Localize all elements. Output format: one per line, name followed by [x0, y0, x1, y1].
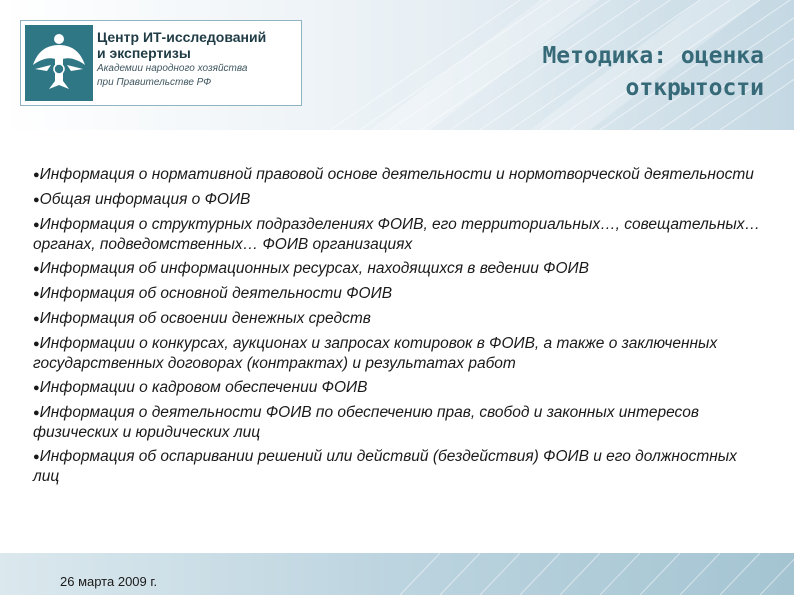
list-item — [33, 190, 763, 210]
slide-title — [404, 40, 764, 104]
eagle-emblem-icon — [25, 25, 93, 101]
bullet-icon: ● — [33, 219, 40, 231]
list-item — [33, 447, 763, 486]
list-item — [33, 165, 763, 185]
slide-title-line1: Методика: оценка — [542, 43, 764, 69]
logo-text — [97, 29, 297, 89]
list-item — [33, 284, 763, 304]
logo-title-line2: и экспертизы — [97, 45, 191, 61]
slide-date: 26 марта 2009 г. — [60, 574, 158, 589]
logo-title-line1: Центр ИТ-исследований — [97, 29, 267, 45]
list-item-text: Общая информация о ФОИВ — [39, 191, 251, 208]
bullet-icon: ● — [33, 194, 40, 206]
list-item — [33, 378, 763, 398]
list-item-text: Информация о нормативной правовой основе деятельности и нормотворческой деятельности — [39, 166, 754, 183]
slide-title-line2: открытости — [625, 75, 764, 101]
list-item — [33, 309, 763, 329]
list-item-text: Информация о структурных подразделениях ФОИВ, его территориальных…, совещательных… органах, подведомственных… ФОИВ организациях — [33, 216, 761, 253]
list-item-text: Информация об освоении денежных средств — [39, 310, 371, 327]
list-item — [33, 334, 763, 373]
list-item-text: Информация об информационных ресурсах, находящихся в ведении ФОИВ — [39, 260, 589, 277]
list-item-text: Информация об оспаривании решений или действий (бездействия) ФОИВ и его должностных лиц — [33, 448, 737, 485]
bullet-list — [33, 165, 763, 491]
bullet-icon: ● — [33, 169, 40, 181]
bullet-icon: ● — [33, 313, 40, 325]
logo-subtitle-line1: Академии народного хозяйства — [97, 63, 248, 74]
list-item-text: Информации о конкурсах, аукционах и запросах котировок в ФОИВ, а также о заключенных государственных договорах (контрактах) и результатах работ — [33, 335, 718, 372]
list-item-text: Информация о деятельности ФОИВ по обеспечению прав, свобод и законных интересов физических и юридических лиц — [33, 404, 700, 441]
bullet-icon: ● — [33, 407, 40, 419]
logo-subtitle-line2: при Правительстве РФ — [97, 77, 212, 88]
logo-block — [20, 20, 302, 106]
slide-footer — [0, 553, 794, 595]
list-item — [33, 215, 763, 254]
bullet-icon: ● — [33, 263, 40, 275]
bullet-icon: ● — [33, 338, 40, 350]
slide-header — [0, 0, 794, 130]
bullet-icon: ● — [33, 451, 40, 463]
list-item-text: Информация об основной деятельности ФОИВ — [39, 285, 393, 302]
list-item-text: Информации о кадровом обеспечении ФОИВ — [39, 379, 368, 396]
bullet-icon: ● — [33, 382, 40, 394]
list-item — [33, 259, 763, 279]
bullet-icon: ● — [33, 288, 40, 300]
list-item — [33, 403, 763, 442]
